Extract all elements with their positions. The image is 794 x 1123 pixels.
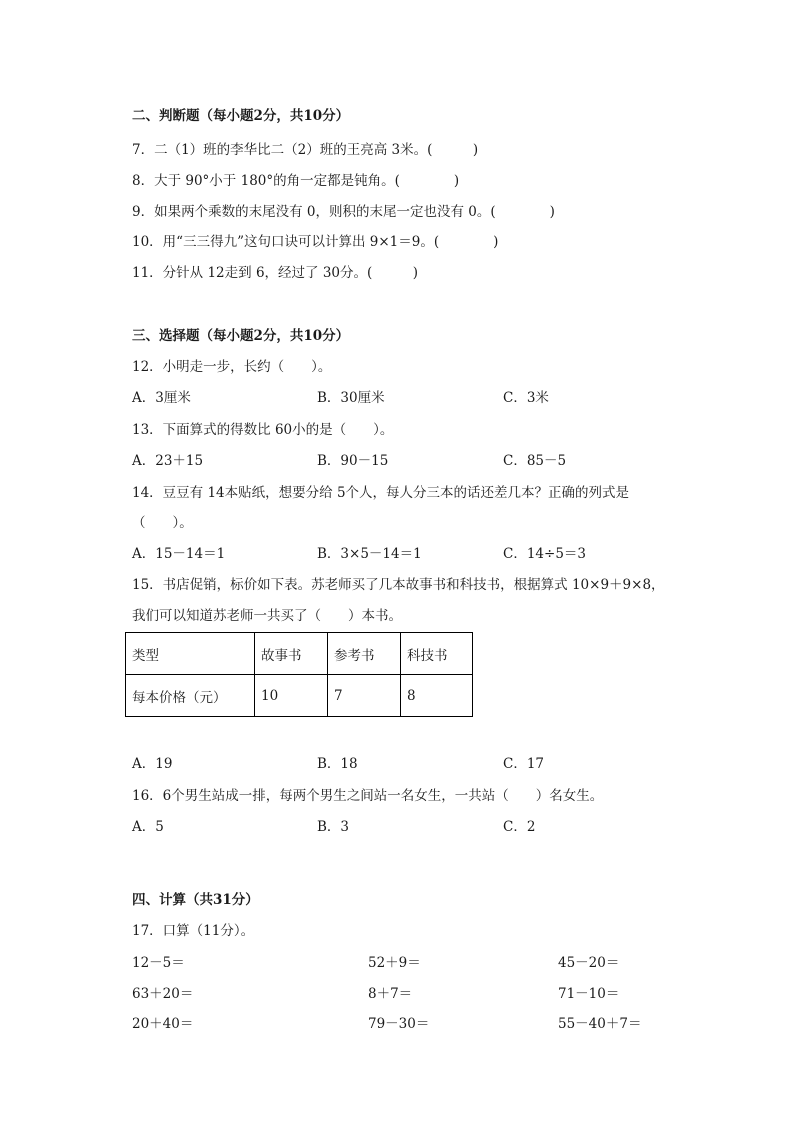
mental-math-item: 52＋9＝ bbox=[368, 955, 421, 971]
mental-math-item: 55－40＋7＝ bbox=[558, 1016, 642, 1032]
q12-option-b: B．30厘米 bbox=[317, 390, 385, 406]
mental-math-item: 45－20＝ bbox=[558, 955, 620, 971]
q14-option-a: A．15－14＝1 bbox=[132, 546, 226, 562]
question-15-line2: 我们可以知道苏老师一共买了（ ）本书。 bbox=[132, 608, 402, 624]
question-17: 17．口算（11分）。 bbox=[132, 923, 255, 939]
table-row bbox=[126, 633, 473, 675]
question-12: 12．小明走一步，长约（ ）。 bbox=[132, 359, 332, 375]
q13-option-a: A．23＋15 bbox=[132, 453, 204, 469]
price-table bbox=[125, 632, 473, 717]
question-9: 9．如果两个乘数的末尾没有 0，则积的末尾一定也没有 0。( ) bbox=[132, 204, 555, 220]
table-cell: 7 bbox=[328, 675, 401, 717]
mental-math-item: 79－30＝ bbox=[368, 1016, 430, 1032]
table-header-cell: 科技书 bbox=[401, 633, 473, 675]
q14-option-b: B．3×5－14＝1 bbox=[317, 546, 422, 562]
table-cell: 10 bbox=[255, 675, 328, 717]
table-header-cell: 参考书 bbox=[328, 633, 401, 675]
q15-option-c: C．17 bbox=[503, 756, 545, 772]
q16-option-b: B．3 bbox=[317, 819, 350, 835]
question-16: 16．6个男生站成一排，每两个男生之间站一名女生，一共站（ ）名女生。 bbox=[132, 788, 604, 804]
q13-option-c: C．85－5 bbox=[503, 453, 567, 469]
question-14-line1: 14．豆豆有 14本贴纸，想要分给 5个人，每人分三本的话还差几本？正确的列式是 bbox=[132, 485, 630, 501]
question-10: 10．用“三三得九”这句口诀可以计算出 9×1＝9。( ) bbox=[132, 234, 499, 250]
mental-math-item: 71－10＝ bbox=[558, 986, 620, 1002]
mental-math-item: 12－5＝ bbox=[132, 955, 185, 971]
question-11: 11．分针从 12走到 6，经过了 30分。( ) bbox=[132, 265, 419, 281]
q15-option-a: A．19 bbox=[132, 756, 173, 772]
q16-option-c: C．2 bbox=[503, 819, 536, 835]
mental-math-item: 63＋20＝ bbox=[132, 986, 194, 1002]
section-heading-calculation: 四、计算（共31分） bbox=[132, 892, 259, 908]
table-cell: 8 bbox=[401, 675, 473, 717]
q15-option-b: B．18 bbox=[317, 756, 358, 772]
question-14-line2: （ ）。 bbox=[132, 515, 193, 531]
question-15-line1: 15．书店促销，标价如下表。苏老师买了几本故事书和科技书，根据算式 10×9＋9×8， bbox=[132, 577, 665, 593]
table-row bbox=[126, 675, 473, 717]
mental-math-item: 8＋7＝ bbox=[368, 986, 413, 1002]
q14-option-c: C．14÷5＝3 bbox=[503, 546, 586, 562]
table-header-cell: 故事书 bbox=[255, 633, 328, 675]
mental-math-item: 20＋40＝ bbox=[132, 1016, 194, 1032]
q13-option-b: B．90－15 bbox=[317, 453, 389, 469]
q12-option-c: C．3米 bbox=[503, 390, 549, 406]
q12-option-a: A．3厘米 bbox=[132, 390, 191, 406]
section-heading-choice: 三、选择题（每小题2分，共10分） bbox=[132, 328, 350, 344]
question-13: 13．下面算式的得数比 60小的是（ ）。 bbox=[132, 422, 394, 438]
table-cell: 每本价格（元） bbox=[126, 675, 255, 717]
question-8: 8．大于 90°小于 180°的角一定都是钝角。( ) bbox=[132, 173, 460, 189]
question-7: 7．二（1）班的李华比二（2）班的王亮高 3米。( ) bbox=[132, 142, 479, 158]
section-heading-judgement: 二、判断题（每小题2分，共10分） bbox=[132, 108, 350, 124]
q16-option-a: A．5 bbox=[132, 819, 164, 835]
table-header-cell: 类型 bbox=[126, 633, 255, 675]
